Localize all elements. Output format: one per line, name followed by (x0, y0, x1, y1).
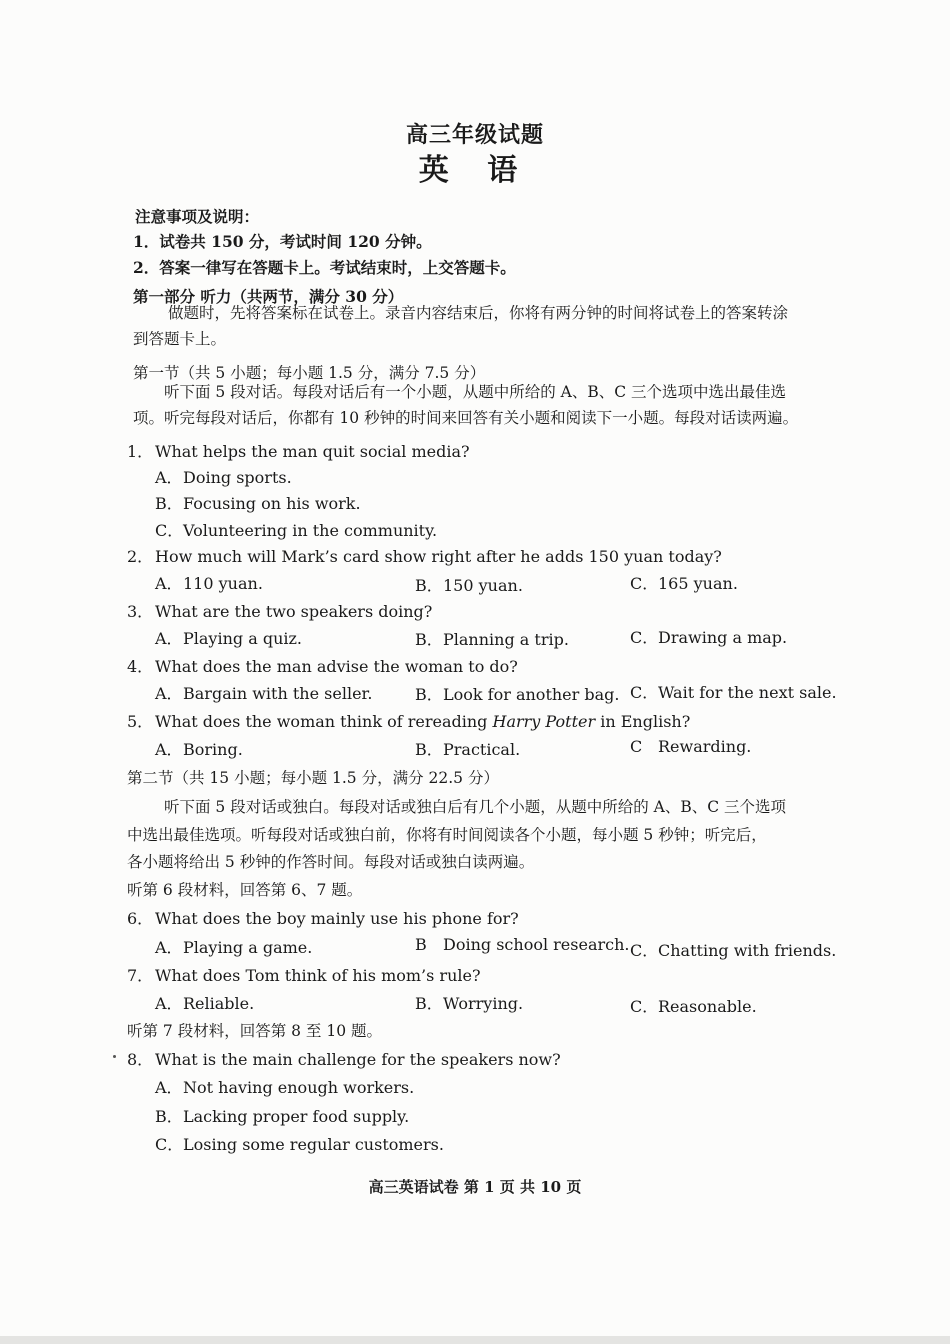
q3-option-c: C．Drawing a map. (630, 628, 788, 647)
q6-option-a: A．Playing a game. (155, 938, 313, 957)
q3-option-b: B．Planning a trip. (415, 630, 569, 649)
q8-option-c: C．Losing some regular customers. (155, 1135, 444, 1154)
q6-option-b: B Doing school research. (415, 935, 630, 954)
question-8: 8． What is the main challenge for the speakers now? (127, 1050, 561, 1069)
part1-intro-line1: 做题时，先将答案标在试卷上。录音内容结束后，你将有两分钟的时间将试卷上的答案转涂 (168, 304, 789, 322)
q5-option-a: A．Boring. (155, 740, 243, 759)
material-7-instruction: 听第 7 段材料，回答第 8 至 10 题。 (127, 1022, 383, 1040)
exam-subtitle: 高三年级试题 (405, 122, 544, 148)
notice-item-1: 1．试卷共 150 分，考试时间 120 分钟。 (133, 232, 432, 251)
question-5: 5． What does the woman think of rereading Harry Potter in English? (127, 712, 691, 731)
question-6: 6． What does the boy mainly use his phone for? (127, 909, 519, 928)
q5-option-b: B．Practical. (415, 740, 521, 759)
section2-heading: 第二节（共 15 小题；每小题 1.5 分，满分 22.5 分） (127, 769, 499, 787)
q7-option-a: A．Reliable. (155, 994, 255, 1013)
section2-intro-line1: 听下面 5 段对话或独白。每段对话或独白后有几个小题，从题中所给的 A、B、C 三个选项 (164, 798, 787, 816)
q4-option-a: A．Bargain with the seller. (155, 684, 373, 703)
scan-bottom-edge (0, 1336, 950, 1344)
q7-option-b: B．Worrying. (415, 994, 524, 1013)
page-footer: 高三英语试卷 第 1 页 共 10 页 (368, 1178, 582, 1196)
section2-intro-line2: 中选出最佳选项。听每段对话或独白前，你将有时间阅读各个小题，每小题 5 秒钟；听完后， (127, 826, 767, 844)
notice-heading: 注意事项及说明： (135, 207, 260, 226)
scan-speck (113, 1055, 116, 1058)
q1-option-a: A．Doing sports. (155, 468, 292, 487)
q7-option-c: C．Reasonable. (630, 997, 757, 1016)
q1-option-c: C．Volunteering in the community. (155, 521, 438, 540)
q4-option-b: B．Look for another bag. (415, 685, 620, 704)
q2-option-c: C．165 yuan. (630, 574, 738, 593)
q8-option-a: A．Not having enough workers. (155, 1078, 415, 1097)
notice-item-2: 2．答案一律写在答题卡上。考试结束时，上交答题卡。 (133, 258, 516, 277)
exam-title: 英 语 (418, 153, 532, 188)
q6-option-c: C．Chatting with friends. (630, 941, 837, 960)
book-title: Harry Potter (492, 712, 596, 731)
section1-intro-line1: 听下面 5 段对话。每段对话后有一个小题，从题中所给的 A、B、C 三个选项中选出最佳选 (164, 383, 787, 401)
section2-intro-line3: 各小题将给出 5 秒钟的作答时间。每段对话或独白读两遍。 (127, 853, 535, 871)
section1-heading: 第一节（共 5 小题；每小题 1.5 分，满分 7.5 分） (133, 364, 486, 382)
q2-option-a: A．110 yuan. (155, 574, 263, 593)
question-1 (127, 439, 470, 462)
q1-option-b: B．Focusing on his work. (155, 494, 361, 513)
q8-option-b: B．Lacking proper food supply. (155, 1107, 410, 1126)
question-text: What helps the man quit social media? (155, 442, 470, 461)
question-4: 4． What does the man advise the woman to do? (127, 657, 518, 676)
part1-heading: 第一部分 听力（共两节，满分 30 分） (133, 287, 404, 306)
q5-option-c: C Rewarding. (630, 737, 752, 756)
question-7: 7． What does Tom think of his mom’s rule? (127, 966, 481, 985)
q4-option-c: C．Wait for the next sale. (630, 683, 837, 702)
question-3: 3． What are the two speakers doing? (127, 602, 433, 621)
question-number: 1． (127, 442, 154, 461)
q2-option-b: B．150 yuan. (415, 576, 523, 595)
part1-intro-line2: 到答题卡上。 (133, 330, 227, 348)
q3-option-a: A．Playing a quiz. (155, 629, 303, 648)
section1-intro-line2: 项。听完每段对话后，你都有 10 秒钟的时间来回答有关小题和阅读下一小题。每段对话读两遍。 (133, 409, 799, 427)
material-6-instruction: 听第 6 段材料，回答第 6、7 题。 (127, 881, 363, 899)
question-2: 2． How much will Mark’s card show right after he adds 150 yuan today? (127, 547, 722, 566)
